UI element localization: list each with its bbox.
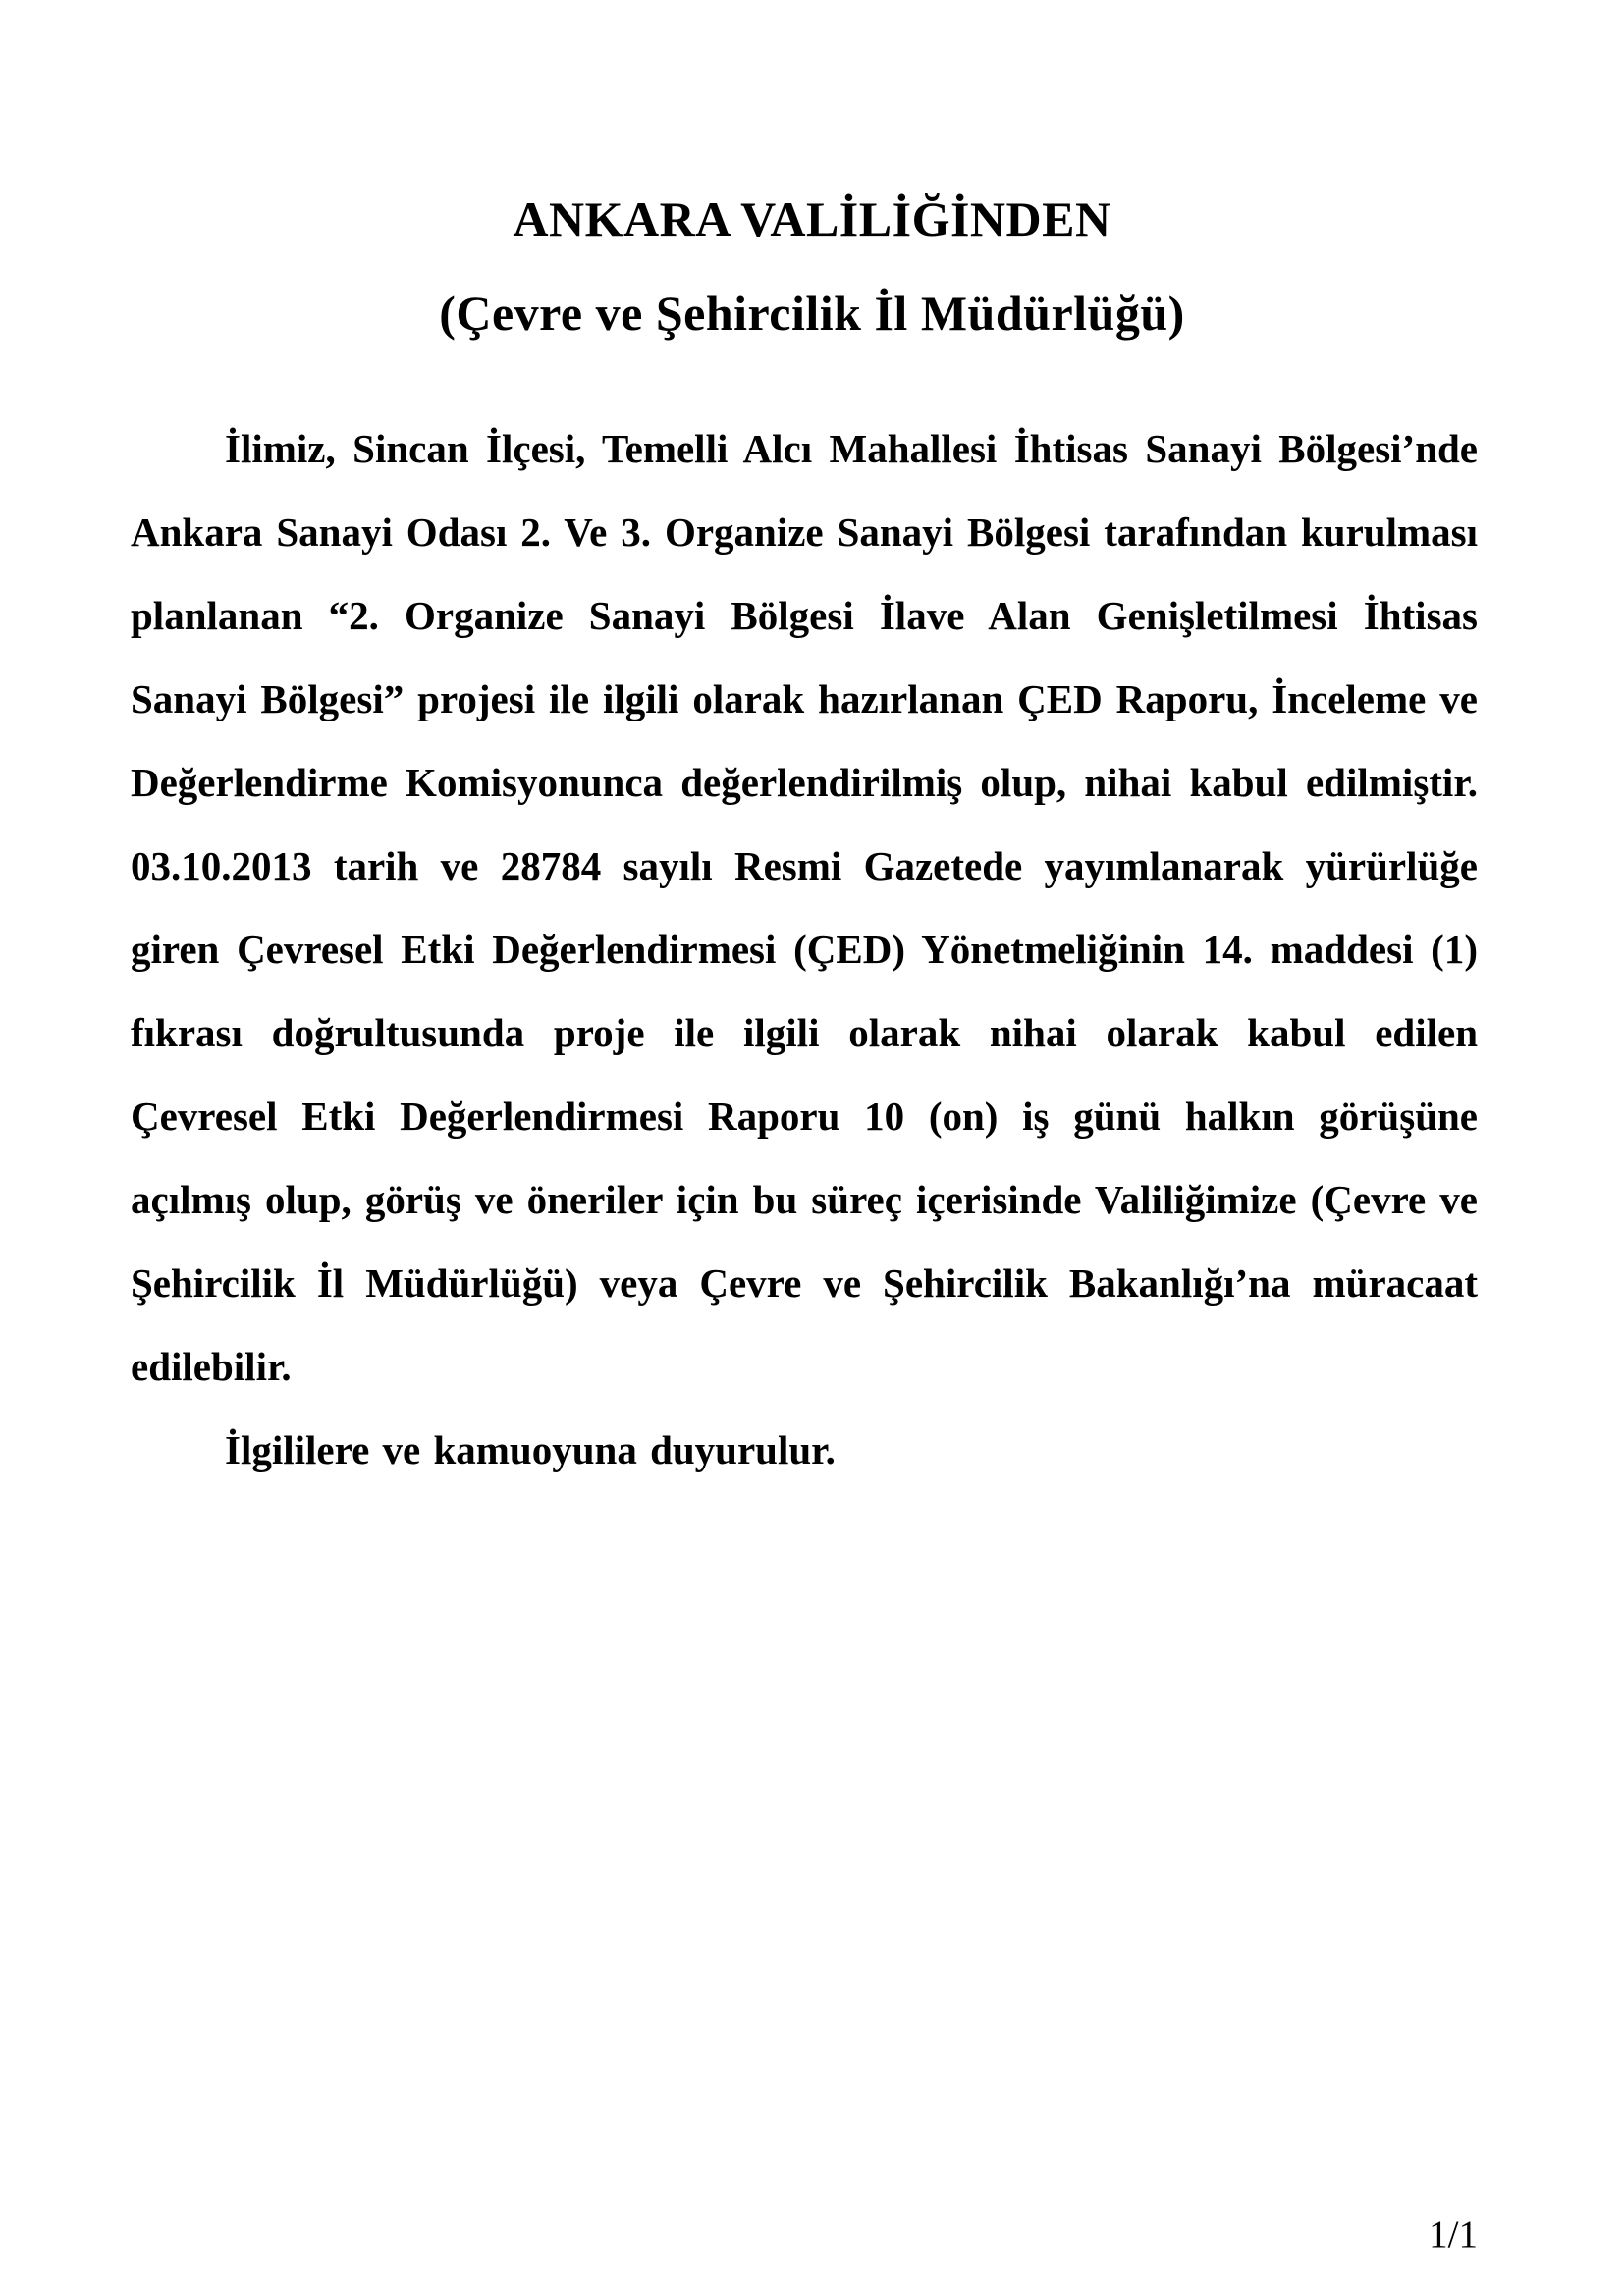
closing-paragraph: İlgililere ve kamuoyuna duyurulur. — [225, 1427, 836, 1472]
page-number: 1/1 — [1429, 2214, 1478, 2256]
announcement-paragraph: İlimiz, Sincan İlçesi, Temelli Alcı Mahallesi İhtisas Sanayi Bölgesi’nde Ankara Sanayi Odası 2. Ve 3. Organize Sanayi Bölgesi tarafından kurulması planlanan “2. Organize Sanayi Bölgesi İlave Alan Genişletilmesi İhtisas Sanayi Bölgesi” projesi ile ilgili olarak hazırlanan ÇED Raporu, İnceleme ve Değerlendirme Komisyonunca değerlendirilmiş olup, nihai kabul edilmiştir. 03.10.2013 tarih ve 28784 sayılı Resmi Gazetede yayımlanarak yürürlüğe giren Çevresel Etki Değerlendirmesi (ÇED) Yönetmeliğinin 14. maddesi (1) fıkrası doğrultusunda proje ile ilgili olarak nihai olarak kabul edilen Çevresel Etki Değerlendirmesi Raporu 10 (on) iş günü halkın görüşüne açılmış olup, görüş ve öneriler için bu süreç içerisinde Valiliğimize (Çevre ve Şehircilik İl Müdürlüğü) veya Çevre ve Şehircilik Bakanlığı’na müracaat edilebilir. — [131, 426, 1478, 1389]
document-header — [0, 172, 1624, 360]
document-subtitle: (Çevre ve Şehircilik İl Müdürlüğü) — [439, 286, 1185, 341]
document-title: ANKARA VALİLİĞİNDEN — [513, 191, 1111, 246]
document-body — [131, 407, 1478, 1492]
